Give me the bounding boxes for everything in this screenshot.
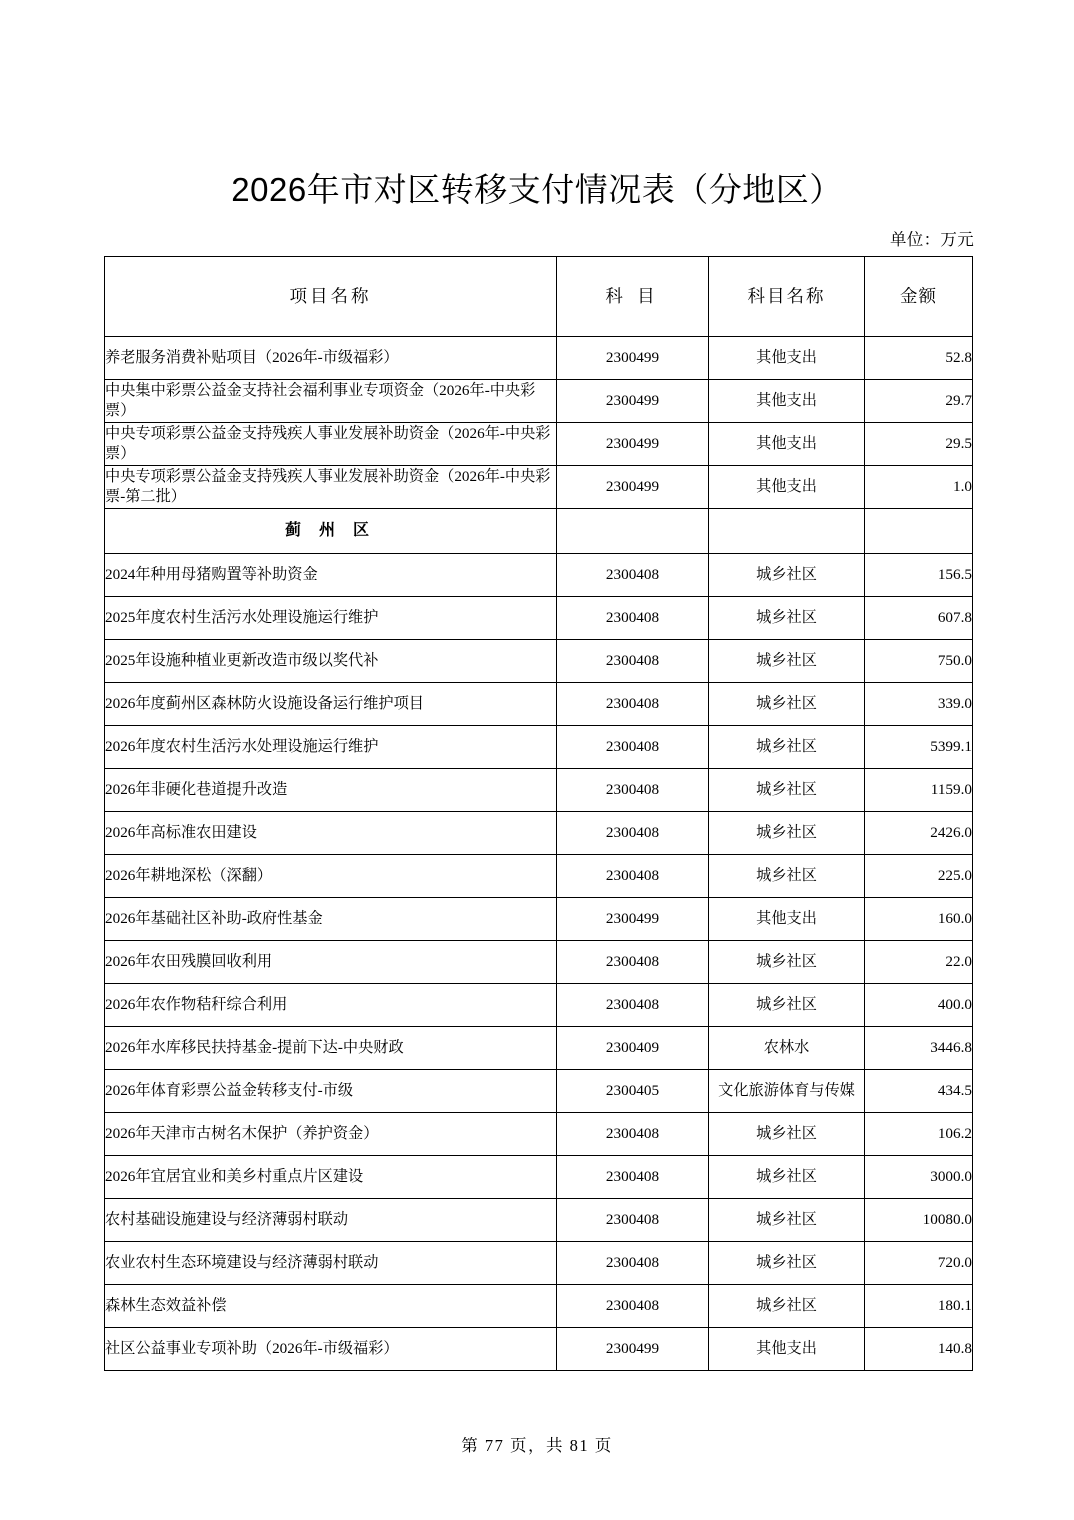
cell-project-name: 2026年农田残膜回收利用 [105, 941, 557, 984]
table-row [105, 941, 973, 984]
cell-subject-name: 农林水 [709, 1027, 865, 1070]
cell-project-name: 2025年设施种植业更新改造市级以奖代补 [105, 640, 557, 683]
table-row [105, 1156, 973, 1199]
cell-project-name: 2025年度农村生活污水处理设施运行维护 [105, 597, 557, 640]
cell-subject-code: 2300408 [557, 855, 709, 898]
cell-amount: 1.0 [865, 466, 973, 509]
cell-subject-code: 2300405 [557, 1070, 709, 1113]
transfer-payment-table-wrapper [104, 256, 972, 1371]
cell-project-name: 农村基础设施建设与经济薄弱村联动 [105, 1199, 557, 1242]
table-row [105, 812, 973, 855]
cell-subject-name: 其他支出 [709, 423, 865, 466]
cell-amount: 5399.1 [865, 726, 973, 769]
cell-subject-code: 2300499 [557, 1328, 709, 1371]
cell-amount: 29.5 [865, 423, 973, 466]
cell-subject-code: 2300409 [557, 1027, 709, 1070]
cell-project-name: 中央专项彩票公益金支持残疾人事业发展补助资金（2026年-中央彩票） [105, 423, 557, 466]
cell-subject-name: 城乡社区 [709, 812, 865, 855]
cell-project-name: 农业农村生态环境建设与经济薄弱村联动 [105, 1242, 557, 1285]
cell-project-name: 2026年天津市古树名木保护（养护资金） [105, 1113, 557, 1156]
cell-project-name: 养老服务消费补贴项目（2026年-市级福彩） [105, 337, 557, 380]
table-row [105, 423, 973, 466]
table-row [105, 726, 973, 769]
cell-project-name: 2026年体育彩票公益金转移支付-市级 [105, 1070, 557, 1113]
cell-project-name: 2026年基础社区补助-政府性基金 [105, 898, 557, 941]
cell-subject-name: 其他支出 [709, 898, 865, 941]
cell-amount: 400.0 [865, 984, 973, 1027]
table-row [105, 380, 973, 423]
cell-subject-name: 其他支出 [709, 380, 865, 423]
table-row [105, 1328, 973, 1371]
cell-project-name: 2026年耕地深松（深翻） [105, 855, 557, 898]
cell-subject-code: 2300499 [557, 466, 709, 509]
cell-subject-name: 城乡社区 [709, 683, 865, 726]
cell-project-name: 2026年农作物秸秆综合利用 [105, 984, 557, 1027]
table-row [105, 683, 973, 726]
cell-project-name: 2026年非硬化巷道提升改造 [105, 769, 557, 812]
cell-subject-name: 城乡社区 [709, 941, 865, 984]
cell-subject-name: 城乡社区 [709, 554, 865, 597]
region-name: 蓟 州 区 [105, 509, 557, 554]
cell-subject-code: 2300408 [557, 640, 709, 683]
cell-project-name: 社区公益事业专项补助（2026年-市级福彩） [105, 1328, 557, 1371]
cell-project-name: 2026年高标准农田建设 [105, 812, 557, 855]
cell-subject-code: 2300408 [557, 984, 709, 1027]
cell-subject-code: 2300408 [557, 683, 709, 726]
cell-subject-name: 城乡社区 [709, 1199, 865, 1242]
cell-amount: 10080.0 [865, 1199, 973, 1242]
cell-project-name: 中央集中彩票公益金支持社会福利事业专项资金（2026年-中央彩票） [105, 380, 557, 423]
table-row [105, 640, 973, 683]
cell-subject-code: 2300499 [557, 337, 709, 380]
cell-subject-code: 2300408 [557, 1113, 709, 1156]
cell-amount: 156.5 [865, 554, 973, 597]
cell-amount: 339.0 [865, 683, 973, 726]
cell-amount: 2426.0 [865, 812, 973, 855]
cell-subject-name: 城乡社区 [709, 1285, 865, 1328]
region-header-row [105, 509, 973, 554]
cell-project-name: 2026年度农村生活污水处理设施运行维护 [105, 726, 557, 769]
cell-subject-code: 2300408 [557, 554, 709, 597]
cell-subject-name: 城乡社区 [709, 726, 865, 769]
table-row [105, 1242, 973, 1285]
cell-subject-name: 城乡社区 [709, 1113, 865, 1156]
cell-subject-name: 城乡社区 [709, 855, 865, 898]
cell-amount: 3000.0 [865, 1156, 973, 1199]
cell-project-name: 2026年水库移民扶持基金-提前下达-中央财政 [105, 1027, 557, 1070]
table-row [105, 466, 973, 509]
cell-subject-name: 城乡社区 [709, 640, 865, 683]
cell-amount: 160.0 [865, 898, 973, 941]
cell-project-name: 森林生态效益补偿 [105, 1285, 557, 1328]
table-row [105, 1113, 973, 1156]
cell-subject-code: 2300408 [557, 769, 709, 812]
cell-subject-name: 城乡社区 [709, 984, 865, 1027]
table-row [105, 1070, 973, 1113]
cell-project-name: 2026年宜居宜业和美乡村重点片区建设 [105, 1156, 557, 1199]
cell-project-name: 中央专项彩票公益金支持残疾人事业发展补助资金（2026年-中央彩票-第二批） [105, 466, 557, 509]
cell-subject-code: 2300499 [557, 423, 709, 466]
cell-amount: 1159.0 [865, 769, 973, 812]
table-row [105, 337, 973, 380]
cell-project-name: 2024年种用母猪购置等补助资金 [105, 554, 557, 597]
cell-amount: 22.0 [865, 941, 973, 984]
cell-amount: 140.8 [865, 1328, 973, 1371]
table-body [105, 337, 973, 1371]
transfer-payment-table [104, 256, 973, 1371]
cell-subject-code: 2300408 [557, 941, 709, 984]
cell-subject-name: 城乡社区 [709, 769, 865, 812]
cell-project-name: 2026年度蓟州区森林防火设施设备运行维护项目 [105, 683, 557, 726]
table-header [105, 257, 973, 337]
cell-subject-name: 城乡社区 [709, 1242, 865, 1285]
table-row [105, 1199, 973, 1242]
table-row [105, 898, 973, 941]
cell-subject-name: 其他支出 [709, 466, 865, 509]
cell-amount: 225.0 [865, 855, 973, 898]
cell-amount: 434.5 [865, 1070, 973, 1113]
cell-amount: 3446.8 [865, 1027, 973, 1070]
table-header-row [105, 257, 973, 337]
cell-subject-name [709, 509, 865, 554]
column-header-subject-name: 科目名称 [709, 257, 865, 337]
cell-amount: 607.8 [865, 597, 973, 640]
table-row [105, 1027, 973, 1070]
cell-subject-name: 城乡社区 [709, 1156, 865, 1199]
cell-subject-code: 2300408 [557, 1156, 709, 1199]
cell-subject-code: 2300408 [557, 726, 709, 769]
table-row [105, 984, 973, 1027]
cell-amount: 52.8 [865, 337, 973, 380]
page-footer: 第 77 页，共 81 页 [461, 1436, 613, 1455]
cell-subject-name: 其他支出 [709, 337, 865, 380]
page-title: 2026年市对区转移支付情况表（分地区） [231, 171, 843, 209]
cell-subject-code [557, 509, 709, 554]
table-row [105, 597, 973, 640]
table-row [105, 554, 973, 597]
cell-subject-code: 2300408 [557, 1285, 709, 1328]
cell-subject-code: 2300499 [557, 380, 709, 423]
table-row [105, 1285, 973, 1328]
unit-label: 单位：万元 [890, 230, 974, 249]
cell-subject-code: 2300408 [557, 1242, 709, 1285]
column-header-amount: 金额 [865, 257, 973, 337]
column-header-subject-code: 科 目 [557, 257, 709, 337]
cell-subject-code: 2300408 [557, 1199, 709, 1242]
cell-amount: 750.0 [865, 640, 973, 683]
cell-subject-code: 2300499 [557, 898, 709, 941]
table-row [105, 769, 973, 812]
cell-subject-code: 2300408 [557, 597, 709, 640]
cell-subject-code: 2300408 [557, 812, 709, 855]
cell-subject-name: 城乡社区 [709, 597, 865, 640]
cell-amount: 180.1 [865, 1285, 973, 1328]
column-header-project-name: 项目名称 [105, 257, 557, 337]
cell-amount: 106.2 [865, 1113, 973, 1156]
cell-amount: 720.0 [865, 1242, 973, 1285]
cell-subject-name: 文化旅游体育与传媒 [709, 1070, 865, 1113]
table-row [105, 855, 973, 898]
cell-amount [865, 509, 973, 554]
cell-subject-name: 其他支出 [709, 1328, 865, 1371]
cell-amount: 29.7 [865, 380, 973, 423]
